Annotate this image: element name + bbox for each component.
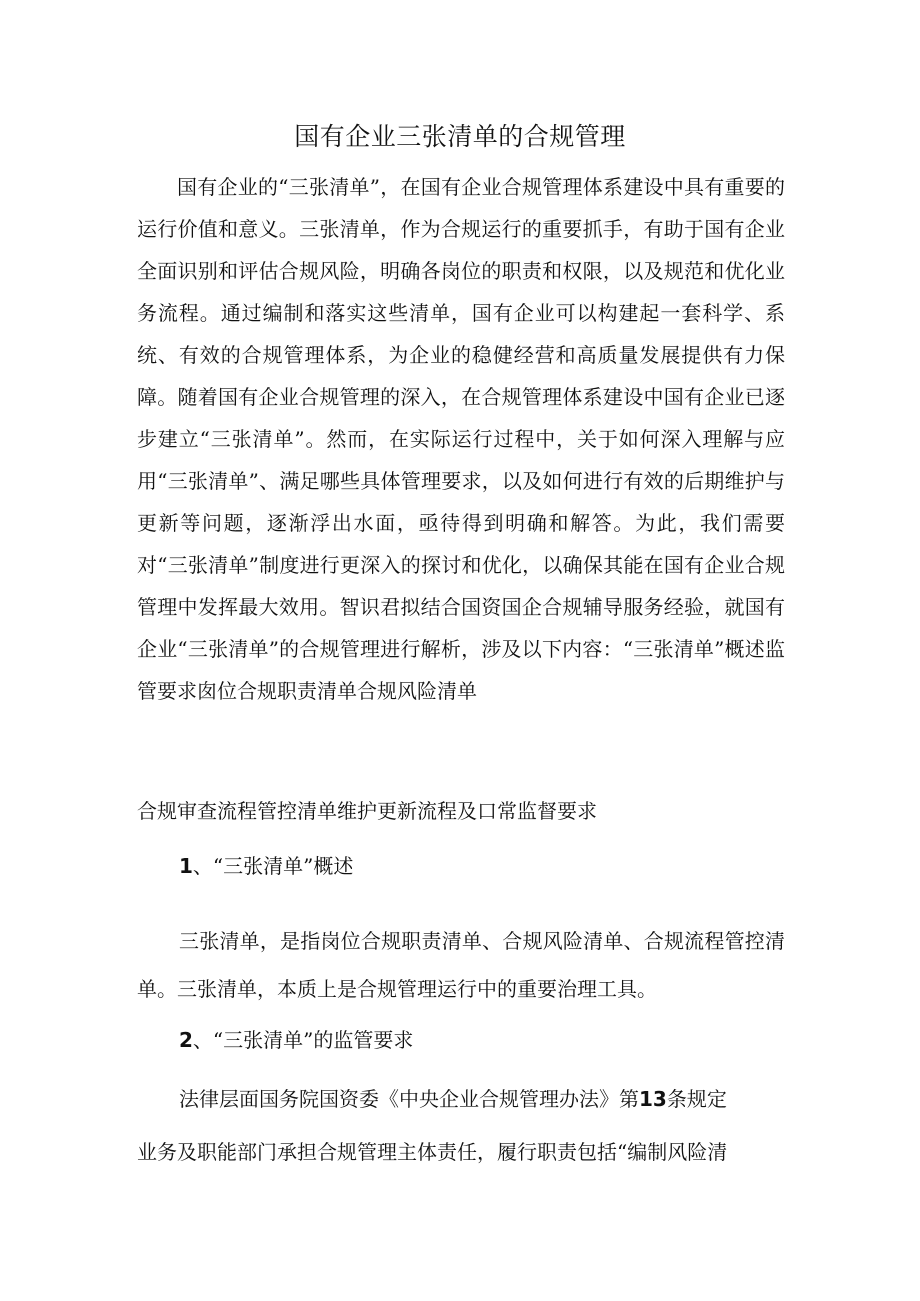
- law-reference-suffix: 条规定: [666, 1087, 727, 1111]
- duty-line: 业务及职能部门承担合规管理主体责任，履行职责包括“编制风险清: [137, 1140, 728, 1164]
- section-2-heading: [179, 1025, 413, 1055]
- law-article-number: 13: [639, 1087, 667, 1111]
- section-1-paragraph: 三张清单，是指岗位合规职责清单、合规风险清单、合规流程管控清单。三张清单，本质上是合规管理运行中的重要治理工具。: [137, 929, 785, 1001]
- law-reference-prefix: 法律层面国务院国资委《中央企业合规管理办法》第: [179, 1087, 639, 1111]
- section-1-number: 1: [179, 854, 193, 878]
- section-2-number: 2: [179, 1028, 193, 1052]
- law-reference-line: [179, 1084, 727, 1114]
- section-1-heading-text: 、“三张清单”概述: [192, 854, 354, 878]
- document-title: 国有企业三张清单的合规管理: [294, 122, 626, 151]
- section-1-heading: [179, 851, 353, 881]
- section-2-heading-text: 、“三张清单”的监管要求: [192, 1028, 414, 1052]
- contents-line: 合规审查流程管控清单维护更新流程及口常监督要求: [137, 799, 597, 823]
- intro-paragraph: 国有企业的“三张清单”，在国有企业合规管理体系建设中具有重要的运行价值和意义。三张清单，作为合规运行的重要抓手，有助于国有企业全面识别和评估合规风险，明确各岗位的职责和权限，以及规范和优化业务流程。通过编制和落实这些清单，国有企业可以构建起一套科学、系统、有效的合规管理体系，为企业的稳健经营和高质量发展提供有力保障。随着国有企业合规管理的深入，在合规管理体系建设中国有企业已逐步建立“三张清单”。然而，在实际运行过程中，关于如何深入理解与应用“三张清单”、满足哪些具体管理要求，以及如何进行有效的后期维护与更新等问题，逐渐浮出水面，亟待得到明确和解答。为此，我们需要对“三张清单”制度进行更深入的探讨和优化，以确保其能在国有企业合规管理中发挥最大效用。智识君拟结合国资国企合规辅导服务经验，就国有企业“三张清单”的合规管理进行解析，涉及以下内容：“三张清单”概述监管要求囱位合规职责清单合规风险清单: [137, 175, 785, 703]
